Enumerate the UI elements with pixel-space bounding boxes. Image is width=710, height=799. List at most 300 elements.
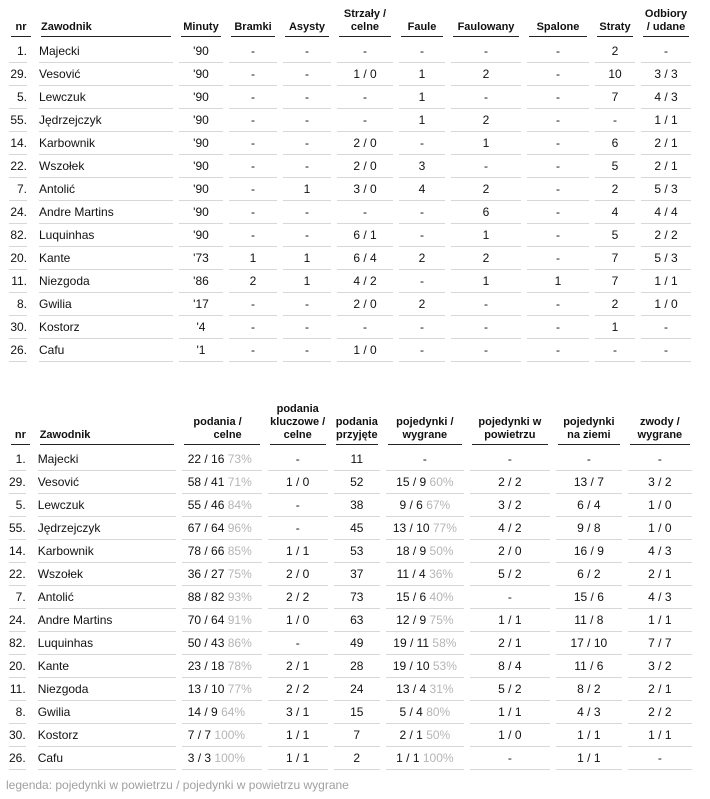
cell-offsides: - bbox=[524, 109, 592, 132]
cell-shots: 1 / 0 bbox=[334, 339, 396, 362]
cell-assists: 1 bbox=[280, 270, 334, 293]
cell-losses: 7 bbox=[592, 270, 638, 293]
cell-nr bbox=[6, 724, 35, 747]
nr-value: 55. bbox=[9, 521, 26, 535]
cell-duels bbox=[383, 701, 467, 724]
nr-value: 7. bbox=[15, 590, 26, 604]
table-row bbox=[6, 563, 695, 586]
cell-fouls: 1 bbox=[396, 109, 448, 132]
passes-value: 70 / 64 bbox=[187, 613, 225, 627]
cell-tackles: 2 / 2 bbox=[638, 224, 694, 247]
cell-key-passes bbox=[265, 540, 331, 563]
cell-duels bbox=[383, 678, 467, 701]
passes-received-value: 28 bbox=[350, 659, 364, 673]
dribbles-value: 3 / 2 bbox=[648, 659, 672, 673]
cell-goals: - bbox=[226, 339, 280, 362]
cell-nr bbox=[6, 632, 35, 655]
passes-received-value: 38 bbox=[350, 498, 364, 512]
cell-player-name bbox=[35, 494, 179, 517]
player-name-value: Cafu bbox=[37, 751, 64, 765]
cell-aerial-duels bbox=[467, 609, 553, 632]
duels-value: - bbox=[422, 452, 427, 466]
col-header-nr: nr bbox=[6, 403, 35, 448]
duels-value: 2 / 1 bbox=[399, 728, 423, 742]
cell-minutes: '90 bbox=[176, 109, 226, 132]
cell-minutes: '86 bbox=[176, 270, 226, 293]
cell-assists: - bbox=[280, 293, 334, 316]
cell-offsides: - bbox=[524, 224, 592, 247]
cell-nr bbox=[6, 471, 35, 494]
cell-goals: - bbox=[226, 201, 280, 224]
player-name-value: Antolić bbox=[37, 590, 74, 604]
ground-duels-value: 13 / 7 bbox=[573, 475, 604, 489]
cell-tackles: 1 / 1 bbox=[638, 270, 694, 293]
cell-ground-duels bbox=[553, 747, 625, 770]
cell-aerial-duels bbox=[467, 471, 553, 494]
cell-minutes: '17 bbox=[176, 293, 226, 316]
player-name-value: Vesović bbox=[37, 475, 80, 489]
cell-ground-duels bbox=[553, 632, 625, 655]
cell-passes bbox=[179, 517, 265, 540]
table-row bbox=[6, 540, 695, 563]
cell-player-name bbox=[35, 517, 179, 540]
duels-value: 19 / 10 bbox=[392, 659, 430, 673]
duels-percent: 58% bbox=[432, 636, 457, 650]
cell-tackles: 5 / 3 bbox=[638, 178, 694, 201]
passes-percent: 64% bbox=[221, 705, 246, 719]
cell-nr: 26. bbox=[6, 339, 36, 362]
cell-losses: 7 bbox=[592, 247, 638, 270]
cell-aerial-duels bbox=[467, 494, 553, 517]
cell-shots: - bbox=[334, 86, 396, 109]
player-stats-table-2 bbox=[6, 403, 695, 770]
passes-received-value: 15 bbox=[350, 705, 364, 719]
cell-passes bbox=[179, 632, 265, 655]
duels-value: 9 / 6 bbox=[399, 498, 423, 512]
cell-goals: - bbox=[226, 63, 280, 86]
dribbles-value: 1 / 0 bbox=[648, 498, 672, 512]
cell-offsides: - bbox=[524, 178, 592, 201]
col-header-podania-przyjete: podania przyjęte bbox=[331, 403, 383, 448]
cell-fouls: - bbox=[396, 339, 448, 362]
cell-passes-received bbox=[331, 517, 383, 540]
col-header-pojedynki-ziemia: pojedynki na ziemi bbox=[553, 403, 625, 448]
cell-nr: 55. bbox=[6, 109, 36, 132]
cell-passes bbox=[179, 609, 265, 632]
cell-assists: - bbox=[280, 86, 334, 109]
cell-nr bbox=[6, 609, 35, 632]
duels-value: 5 / 4 bbox=[399, 705, 423, 719]
nr-value: 24. bbox=[9, 613, 26, 627]
duels-percent: 67% bbox=[426, 498, 451, 512]
cell-offsides: - bbox=[524, 201, 592, 224]
duels-percent: 77% bbox=[432, 521, 457, 535]
cell-ground-duels bbox=[553, 724, 625, 747]
player-name-value: Niezgoda bbox=[37, 682, 89, 696]
aerial-duels-value: 1 / 1 bbox=[498, 613, 522, 627]
cell-shots: 4 / 2 bbox=[334, 270, 396, 293]
ground-duels-value: 1 / 1 bbox=[577, 751, 601, 765]
table-row bbox=[6, 109, 694, 132]
cell-minutes: '90 bbox=[176, 86, 226, 109]
cell-tackles: 5 / 3 bbox=[638, 247, 694, 270]
passes-percent: 84% bbox=[227, 498, 252, 512]
cell-fouls: 3 bbox=[396, 155, 448, 178]
cell-nr bbox=[6, 448, 35, 471]
cell-fouls: - bbox=[396, 132, 448, 155]
cell-nr: 8. bbox=[6, 293, 36, 316]
duels-value: 18 / 9 bbox=[396, 544, 427, 558]
cell-fouled: - bbox=[448, 316, 524, 339]
cell-aerial-duels bbox=[467, 701, 553, 724]
ground-duels-value: 9 / 8 bbox=[577, 521, 601, 535]
dribbles-value: 2 / 1 bbox=[648, 567, 672, 581]
ground-duels-value: 15 / 6 bbox=[573, 590, 604, 604]
cell-ground-duels bbox=[553, 609, 625, 632]
cell-tackles: 1 / 0 bbox=[638, 293, 694, 316]
passes-value: 55 / 46 bbox=[187, 498, 225, 512]
cell-key-passes bbox=[265, 655, 331, 678]
cell-tackles: 2 / 1 bbox=[638, 155, 694, 178]
cell-offsides: - bbox=[524, 339, 592, 362]
cell-passes bbox=[179, 563, 265, 586]
cell-offsides: - bbox=[524, 132, 592, 155]
cell-fouled: 1 bbox=[448, 270, 524, 293]
cell-passes-received bbox=[331, 655, 383, 678]
cell-minutes: '1 bbox=[176, 339, 226, 362]
duels-value: 19 / 11 bbox=[393, 636, 430, 650]
cell-player-name bbox=[35, 724, 179, 747]
cell-shots: 2 / 0 bbox=[334, 293, 396, 316]
aerial-duels-value: - bbox=[507, 590, 512, 604]
cell-aerial-duels bbox=[467, 517, 553, 540]
cell-assists: - bbox=[280, 109, 334, 132]
aerial-duels-value: 1 / 0 bbox=[498, 728, 522, 742]
table-row bbox=[6, 609, 695, 632]
cell-fouled: 2 bbox=[448, 178, 524, 201]
cell-shots: - bbox=[334, 109, 396, 132]
cell-dribbles bbox=[625, 494, 695, 517]
duels-percent: 80% bbox=[426, 705, 451, 719]
passes-percent: 77% bbox=[227, 682, 252, 696]
cell-key-passes bbox=[265, 609, 331, 632]
col-header-odbiory: Odbiory / udane bbox=[638, 6, 694, 40]
table-row bbox=[6, 293, 694, 316]
duels-value: 12 / 9 bbox=[396, 613, 427, 627]
cell-player-name bbox=[35, 632, 179, 655]
cell-minutes: '90 bbox=[176, 201, 226, 224]
table-row bbox=[6, 747, 695, 770]
cell-shots: 1 / 0 bbox=[334, 63, 396, 86]
dribbles-value: - bbox=[657, 751, 662, 765]
cell-minutes: '90 bbox=[176, 224, 226, 247]
table-1-header-row bbox=[6, 6, 694, 40]
table-row bbox=[6, 448, 695, 471]
passes-received-value: 11 bbox=[350, 452, 363, 466]
aerial-duels-value: 2 / 0 bbox=[498, 544, 522, 558]
ground-duels-value: 8 / 2 bbox=[577, 682, 601, 696]
col-header-bramki: Bramki bbox=[226, 6, 280, 40]
cell-aerial-duels bbox=[467, 724, 553, 747]
cell-losses: - bbox=[592, 339, 638, 362]
cell-fouled: - bbox=[448, 155, 524, 178]
passes-percent: 78% bbox=[227, 659, 252, 673]
aerial-duels-value: 2 / 1 bbox=[498, 636, 522, 650]
cell-tackles: - bbox=[638, 40, 694, 63]
table-row bbox=[6, 471, 695, 494]
col-header-podania: podania / celne bbox=[179, 403, 265, 448]
cell-duels bbox=[383, 563, 467, 586]
nr-value: 82. bbox=[9, 636, 26, 650]
cell-dribbles bbox=[625, 540, 695, 563]
table-row bbox=[6, 701, 695, 724]
player-name-value: Wszołek bbox=[37, 567, 84, 581]
nr-value: 11. bbox=[9, 682, 26, 696]
cell-fouled: - bbox=[448, 40, 524, 63]
key-passes-value: 2 / 0 bbox=[286, 567, 310, 581]
cell-losses: 2 bbox=[592, 40, 638, 63]
cell-losses: 2 bbox=[592, 178, 638, 201]
cell-losses: 2 bbox=[592, 293, 638, 316]
col-header-spalone: Spalone bbox=[524, 6, 592, 40]
cell-passes bbox=[179, 678, 265, 701]
key-passes-value: - bbox=[295, 498, 300, 512]
cell-duels bbox=[383, 586, 467, 609]
cell-fouled: 2 bbox=[448, 247, 524, 270]
cell-assists: - bbox=[280, 132, 334, 155]
cell-nr: 30. bbox=[6, 316, 36, 339]
table-row bbox=[6, 155, 694, 178]
cell-nr: 20. bbox=[6, 247, 36, 270]
cell-losses: 5 bbox=[592, 224, 638, 247]
cell-fouled: 1 bbox=[448, 132, 524, 155]
passes-received-value: 52 bbox=[350, 475, 364, 489]
cell-aerial-duels bbox=[467, 678, 553, 701]
key-passes-value: 2 / 1 bbox=[286, 659, 310, 673]
cell-player-name: Kante bbox=[36, 247, 176, 270]
cell-tackles: 4 / 3 bbox=[638, 86, 694, 109]
cell-passes-received bbox=[331, 540, 383, 563]
cell-fouls: 1 bbox=[396, 86, 448, 109]
passes-value: 7 / 7 bbox=[187, 728, 212, 742]
passes-percent: 71% bbox=[227, 475, 252, 489]
cell-goals: - bbox=[226, 132, 280, 155]
passes-percent: 100% bbox=[214, 728, 246, 742]
cell-tackles: 1 / 1 bbox=[638, 109, 694, 132]
cell-minutes: '4 bbox=[176, 316, 226, 339]
passes-value: 14 / 9 bbox=[187, 705, 218, 719]
cell-ground-duels bbox=[553, 701, 625, 724]
duels-percent: 60% bbox=[429, 475, 454, 489]
passes-received-value: 24 bbox=[350, 682, 364, 696]
cell-key-passes bbox=[265, 471, 331, 494]
aerial-duels-value: 4 / 2 bbox=[498, 521, 522, 535]
cell-fouled: 6 bbox=[448, 201, 524, 224]
cell-dribbles bbox=[625, 747, 695, 770]
duels-percent: 100% bbox=[422, 751, 454, 765]
cell-ground-duels bbox=[553, 678, 625, 701]
player-name-value: Karbownik bbox=[37, 544, 94, 558]
cell-aerial-duels bbox=[467, 747, 553, 770]
aerial-duels-value: 3 / 2 bbox=[498, 498, 522, 512]
cell-goals: - bbox=[226, 109, 280, 132]
cell-fouls: - bbox=[396, 40, 448, 63]
cell-goals: - bbox=[226, 178, 280, 201]
nr-value: 29. bbox=[9, 475, 26, 489]
dribbles-value: 7 / 7 bbox=[648, 636, 672, 650]
cell-duels bbox=[383, 724, 467, 747]
ground-duels-value: 17 / 10 bbox=[570, 636, 608, 650]
cell-nr: 24. bbox=[6, 201, 36, 224]
cell-key-passes bbox=[265, 563, 331, 586]
cell-passes-received bbox=[331, 563, 383, 586]
duels-value: 13 / 10 bbox=[392, 521, 430, 535]
cell-passes bbox=[179, 747, 265, 770]
dribbles-value: 3 / 2 bbox=[648, 475, 672, 489]
ground-duels-value: 6 / 4 bbox=[577, 498, 601, 512]
table-row bbox=[6, 678, 695, 701]
cell-ground-duels bbox=[553, 494, 625, 517]
cell-duels bbox=[383, 448, 467, 471]
passes-value: 88 / 82 bbox=[187, 590, 225, 604]
cell-fouled: 2 bbox=[448, 63, 524, 86]
cell-tackles: - bbox=[638, 339, 694, 362]
passes-value: 67 / 64 bbox=[187, 521, 225, 535]
key-passes-value: - bbox=[295, 452, 300, 466]
key-passes-value: 1 / 1 bbox=[286, 751, 310, 765]
cell-minutes: '90 bbox=[176, 132, 226, 155]
duels-value: 15 / 9 bbox=[396, 475, 427, 489]
key-passes-value: 1 / 1 bbox=[286, 544, 310, 558]
col-header-zawodnik: Zawodnik bbox=[36, 6, 176, 40]
player-name-value: Luquinhas bbox=[37, 636, 94, 650]
cell-ground-duels bbox=[553, 563, 625, 586]
cell-passes-received bbox=[331, 586, 383, 609]
cell-ground-duels bbox=[553, 471, 625, 494]
cell-losses: - bbox=[592, 109, 638, 132]
cell-passes-received bbox=[331, 632, 383, 655]
table-row bbox=[6, 724, 695, 747]
cell-nr bbox=[6, 701, 35, 724]
col-header-pojedynki: pojedynki / wygrane bbox=[383, 403, 467, 448]
cell-fouls: - bbox=[396, 316, 448, 339]
table-row bbox=[6, 494, 695, 517]
cell-duels bbox=[383, 609, 467, 632]
col-header-faule: Faule bbox=[396, 6, 448, 40]
cell-player-name bbox=[35, 540, 179, 563]
cell-nr: 22. bbox=[6, 155, 36, 178]
player-name-value: Kostorz bbox=[37, 728, 79, 742]
cell-fouls: - bbox=[396, 201, 448, 224]
cell-shots: - bbox=[334, 201, 396, 224]
table-row bbox=[6, 517, 695, 540]
ground-duels-value: 11 / 6 bbox=[574, 659, 604, 673]
col-header-zwody: zwody / wygrane bbox=[625, 403, 695, 448]
cell-assists: - bbox=[280, 201, 334, 224]
duels-percent: 53% bbox=[432, 659, 457, 673]
cell-assists: - bbox=[280, 155, 334, 178]
cell-duels bbox=[383, 471, 467, 494]
key-passes-value: - bbox=[295, 636, 300, 650]
cell-minutes: '73 bbox=[176, 247, 226, 270]
cell-player-name: Jędrzejczyk bbox=[36, 109, 176, 132]
cell-aerial-duels bbox=[467, 563, 553, 586]
cell-player-name: Andre Martins bbox=[36, 201, 176, 224]
cell-passes-received bbox=[331, 471, 383, 494]
cell-player-name: Vesović bbox=[36, 63, 176, 86]
player-name-value: Andre Martins bbox=[37, 613, 113, 627]
col-header-strzaly: Strzały / celne bbox=[334, 6, 396, 40]
col-header-pojedynki-powietrze: pojedynki w powietrzu bbox=[467, 403, 553, 448]
passes-value: 58 / 41 bbox=[187, 475, 225, 489]
cell-losses: 6 bbox=[592, 132, 638, 155]
dribbles-value: - bbox=[657, 452, 662, 466]
cell-assists: 1 bbox=[280, 178, 334, 201]
passes-percent: 93% bbox=[227, 590, 252, 604]
player-name-value: Majecki bbox=[37, 452, 79, 466]
dribbles-value: 1 / 1 bbox=[648, 728, 672, 742]
passes-value: 13 / 10 bbox=[187, 682, 225, 696]
cell-shots: 6 / 4 bbox=[334, 247, 396, 270]
cell-assists: 1 bbox=[280, 247, 334, 270]
passes-percent: 100% bbox=[214, 751, 246, 765]
key-passes-value: 1 / 0 bbox=[286, 475, 310, 489]
ground-duels-value: 11 / 8 bbox=[574, 613, 604, 627]
cell-key-passes bbox=[265, 678, 331, 701]
cell-offsides: - bbox=[524, 40, 592, 63]
aerial-duels-value: - bbox=[507, 452, 512, 466]
col-header-podania-kluczowe: podania kluczowe / celne bbox=[265, 403, 331, 448]
cell-fouled: - bbox=[448, 86, 524, 109]
passes-received-value: 49 bbox=[350, 636, 364, 650]
aerial-duels-value: 8 / 4 bbox=[498, 659, 522, 673]
cell-passes-received bbox=[331, 448, 383, 471]
cell-key-passes bbox=[265, 448, 331, 471]
cell-nr: 82. bbox=[6, 224, 36, 247]
cell-passes bbox=[179, 655, 265, 678]
legend-note: legenda: pojedynki w powietrzu / pojedynki w powietrzu wygrane bbox=[6, 778, 349, 792]
cell-player-name bbox=[35, 678, 179, 701]
cell-minutes: '90 bbox=[176, 155, 226, 178]
cell-goals: - bbox=[226, 224, 280, 247]
cell-dribbles bbox=[625, 609, 695, 632]
ground-duels-value: 6 / 2 bbox=[577, 567, 601, 581]
cell-key-passes bbox=[265, 494, 331, 517]
passes-percent: 75% bbox=[227, 567, 252, 581]
col-header-asysty: Asysty bbox=[280, 6, 334, 40]
table-row bbox=[6, 316, 694, 339]
col-header-zawodnik: Zawodnik bbox=[35, 403, 179, 448]
cell-nr bbox=[6, 517, 35, 540]
cell-nr bbox=[6, 678, 35, 701]
cell-player-name bbox=[35, 471, 179, 494]
cell-tackles: 4 / 4 bbox=[638, 201, 694, 224]
cell-fouls: - bbox=[396, 270, 448, 293]
cell-nr bbox=[6, 586, 35, 609]
duels-value: 11 / 4 bbox=[396, 567, 426, 581]
col-header-nr: nr bbox=[6, 6, 36, 40]
cell-offsides: 1 bbox=[524, 270, 592, 293]
key-passes-value: - bbox=[295, 521, 300, 535]
cell-ground-duels bbox=[553, 540, 625, 563]
cell-shots: 3 / 0 bbox=[334, 178, 396, 201]
cell-passes bbox=[179, 540, 265, 563]
cell-nr bbox=[6, 494, 35, 517]
player-name-value: Kante bbox=[37, 659, 70, 673]
cell-goals: - bbox=[226, 316, 280, 339]
cell-nr: 7. bbox=[6, 178, 36, 201]
cell-fouled: - bbox=[448, 293, 524, 316]
